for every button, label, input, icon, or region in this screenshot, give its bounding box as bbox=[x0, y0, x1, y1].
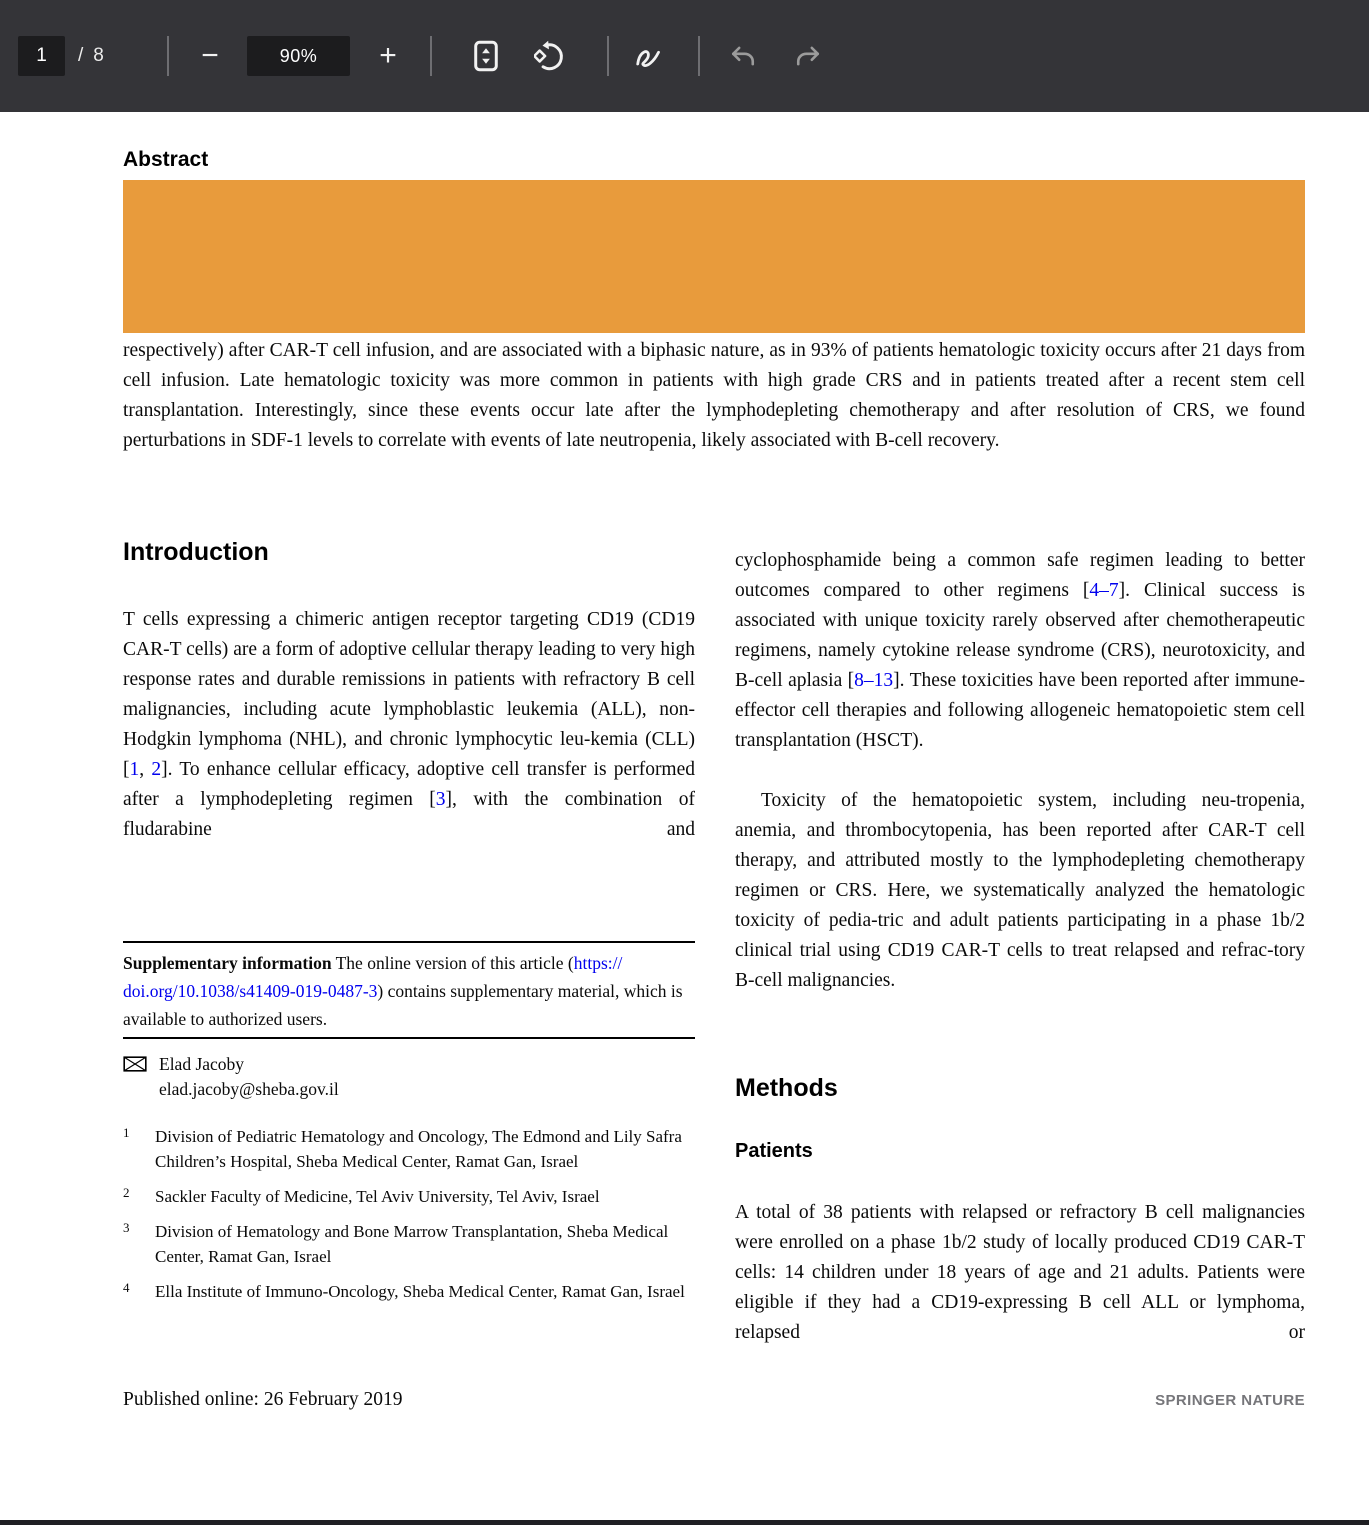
minus-icon: − bbox=[201, 39, 219, 72]
affiliation-text: Ella Institute of Immuno-Oncology, Sheba Medical Center, Ramat Gan, Israel bbox=[155, 1282, 685, 1301]
page-number-value: 1 bbox=[36, 45, 47, 66]
affiliation-item bbox=[123, 1124, 695, 1174]
envelope-icon bbox=[123, 1056, 147, 1077]
correspondence-block bbox=[123, 1052, 339, 1102]
abstract-heading: Abstract bbox=[123, 148, 209, 171]
page-count-label bbox=[78, 36, 104, 76]
affiliation-item bbox=[123, 1279, 695, 1304]
supplementary-information-note bbox=[123, 941, 695, 1039]
affiliation-number: 1 bbox=[123, 1125, 130, 1140]
reference-link[interactable]: 2 bbox=[151, 759, 162, 780]
text-segment: , bbox=[139, 759, 152, 780]
patients-subheading: Patients bbox=[735, 1140, 813, 1162]
page-divider: / bbox=[78, 45, 84, 66]
affiliation-number: 3 bbox=[123, 1220, 130, 1235]
patients-paragraph: A total of 38 patients with relapsed or refractory B cell malignancies were enrolled on a phase 1b/2 study of locally produced CD19 CAR-T cells: 14 children under 18 years of age and 21 adults. Patients were eligible if they had a CD19-expressing B cell ALL or lymphoma, relapsed or bbox=[735, 1202, 1305, 1343]
zoom-level-value: 90% bbox=[279, 45, 318, 66]
fit-to-page-button[interactable] bbox=[464, 34, 508, 78]
affiliation-text: Sackler Faculty of Medicine, Tel Aviv University, Tel Aviv, Israel bbox=[155, 1187, 600, 1206]
introduction-paragraph bbox=[123, 605, 695, 845]
reference-link[interactable]: https:// bbox=[573, 953, 623, 973]
text-segment: ) contains supplementary material, which is available to authorized users. bbox=[123, 981, 683, 1029]
published-online-date: Published online: 26 February 2019 bbox=[123, 1389, 403, 1410]
reference-link[interactable]: 1 bbox=[129, 759, 140, 780]
text-segment: ]. To enhance cellular efficacy, adoptive cell transfer is performed after a lymphodepleting regimen [ bbox=[123, 759, 696, 810]
corresponding-author-email[interactable]: elad.jacoby@sheba.gov.il bbox=[159, 1079, 339, 1099]
reference-link[interactable]: 3 bbox=[435, 789, 446, 810]
affiliations-list bbox=[123, 1124, 695, 1314]
annotate-button[interactable] bbox=[628, 34, 672, 78]
springer-nature-logo: SPRINGER NATURE bbox=[1155, 1392, 1305, 1409]
abstract-highlight-block bbox=[123, 180, 1305, 333]
text-segment: T cells expressing a chimeric antigen receptor targeting CD19 (CD19 CAR-T cells) are a form of adoptive cellular therapy leading to very high response rates and durable remissions in patients with refractory B cell malignancies, including acute lymphoblastic leukemia (ALL), non-Hodgkin lymphoma (NHL), and chronic lymphocytic leu-kemia (CLL) [ bbox=[123, 609, 695, 780]
undo-button[interactable] bbox=[721, 34, 765, 78]
pdf-page bbox=[0, 112, 1369, 1527]
page-footer bbox=[123, 1389, 1305, 1411]
rotate-icon bbox=[534, 39, 568, 73]
affiliation-item bbox=[123, 1184, 695, 1209]
zoom-in-button[interactable] bbox=[366, 34, 410, 78]
toxicity-paragraph: Toxicity of the hematopoietic system, including neu-tropenia, anemia, and thrombocytopenia, has been reported after CAR-T cell therapy, and attributed mostly to the lymphodepleting chemotherapy regimen or CRS. Here, we systematically analyzed the hematologic toxicity of pedia-tric and adult patients participating in a phase 1b/2 clinical trial using CD19 CAR-T cells to treat relapsed and refrac-tory B-cell malignancies. bbox=[735, 790, 1305, 991]
corresponding-author-name: Elad Jacoby bbox=[159, 1054, 245, 1074]
affiliation-text: Division of Hematology and Bone Marrow Transplantation, Sheba Medical Center, Ramat Gan, Israel bbox=[155, 1222, 669, 1266]
toolbar-separator bbox=[430, 36, 432, 76]
introduction-paragraph-continued bbox=[735, 546, 1305, 756]
zoom-out-button[interactable] bbox=[188, 34, 232, 78]
text-segment: The online version of this article ( bbox=[331, 953, 574, 973]
page-gap-separator bbox=[0, 1520, 1369, 1525]
text-segment: ]. Clinical success is associated with unique toxicity rarely observed after chemotherapeutic regimens, namely cytokine release syndrome (CRS), neurotoxicity, and B-cell aplasia [ bbox=[735, 580, 1305, 691]
abstract-continuation-text: respectively) after CAR-T cell infusion, and are associated with a biphasic nature, as in 93% of patients hematologic toxicity occurs after 21 days from cell infusion. Late hematologic toxicity was more common in patients with high grade CRS and in patients treated after a recent stem cell transplantation. Interestingly, since these events occur late after the lymphodepleting chemotherapy and after resolution of CRS, we found perturbations in SDF-1 levels to correlate with events of late neutropenia, likely associated with B-cell recovery. bbox=[123, 340, 1305, 451]
undo-icon bbox=[730, 45, 756, 67]
text-segment: cyclophosphamide being a common safe regimen leading to better outcomes compared to other regimens [ bbox=[735, 550, 1305, 601]
fit-to-page-icon bbox=[473, 40, 499, 72]
rotate-button[interactable] bbox=[529, 34, 573, 78]
toolbar-separator bbox=[167, 36, 169, 76]
reference-link[interactable]: doi.org/10.1038/s41409-019-0487-3 bbox=[123, 981, 378, 1001]
pdf-toolbar bbox=[0, 0, 1369, 112]
redo-icon bbox=[795, 45, 821, 67]
page-total: 8 bbox=[93, 45, 104, 66]
plus-icon: + bbox=[379, 39, 397, 72]
text-segment: ], with the combination of fludarabine and bbox=[123, 789, 695, 840]
correspondence-text bbox=[159, 1052, 339, 1102]
toolbar-separator bbox=[698, 36, 700, 76]
page-number-input[interactable] bbox=[18, 36, 65, 76]
zoom-level-input[interactable] bbox=[247, 36, 350, 76]
text-segment: Supplementary information bbox=[123, 953, 332, 973]
affiliation-text: Division of Pediatric Hematology and Oncology, The Edmond and Lily Safra Children’s Hospital, Sheba Medical Center, Ramat Gan, Israel bbox=[155, 1127, 682, 1171]
introduction-heading: Introduction bbox=[123, 538, 269, 566]
methods-heading: Methods bbox=[735, 1074, 838, 1102]
reference-link[interactable]: 4–7 bbox=[1089, 580, 1119, 601]
supplementary-information-text bbox=[123, 949, 695, 1033]
affiliation-number: 2 bbox=[123, 1185, 130, 1200]
toolbar-separator bbox=[607, 36, 609, 76]
annotate-icon bbox=[634, 43, 666, 69]
text-segment: ]. These toxicities have been reported after immune-effector cell therapies and following allogeneic hematopoietic stem cell transplantation (HSCT). bbox=[735, 670, 1305, 751]
redo-button[interactable] bbox=[786, 34, 830, 78]
affiliation-number: 4 bbox=[123, 1280, 130, 1295]
reference-link[interactable]: 8–13 bbox=[854, 670, 894, 691]
affiliation-item bbox=[123, 1219, 695, 1269]
